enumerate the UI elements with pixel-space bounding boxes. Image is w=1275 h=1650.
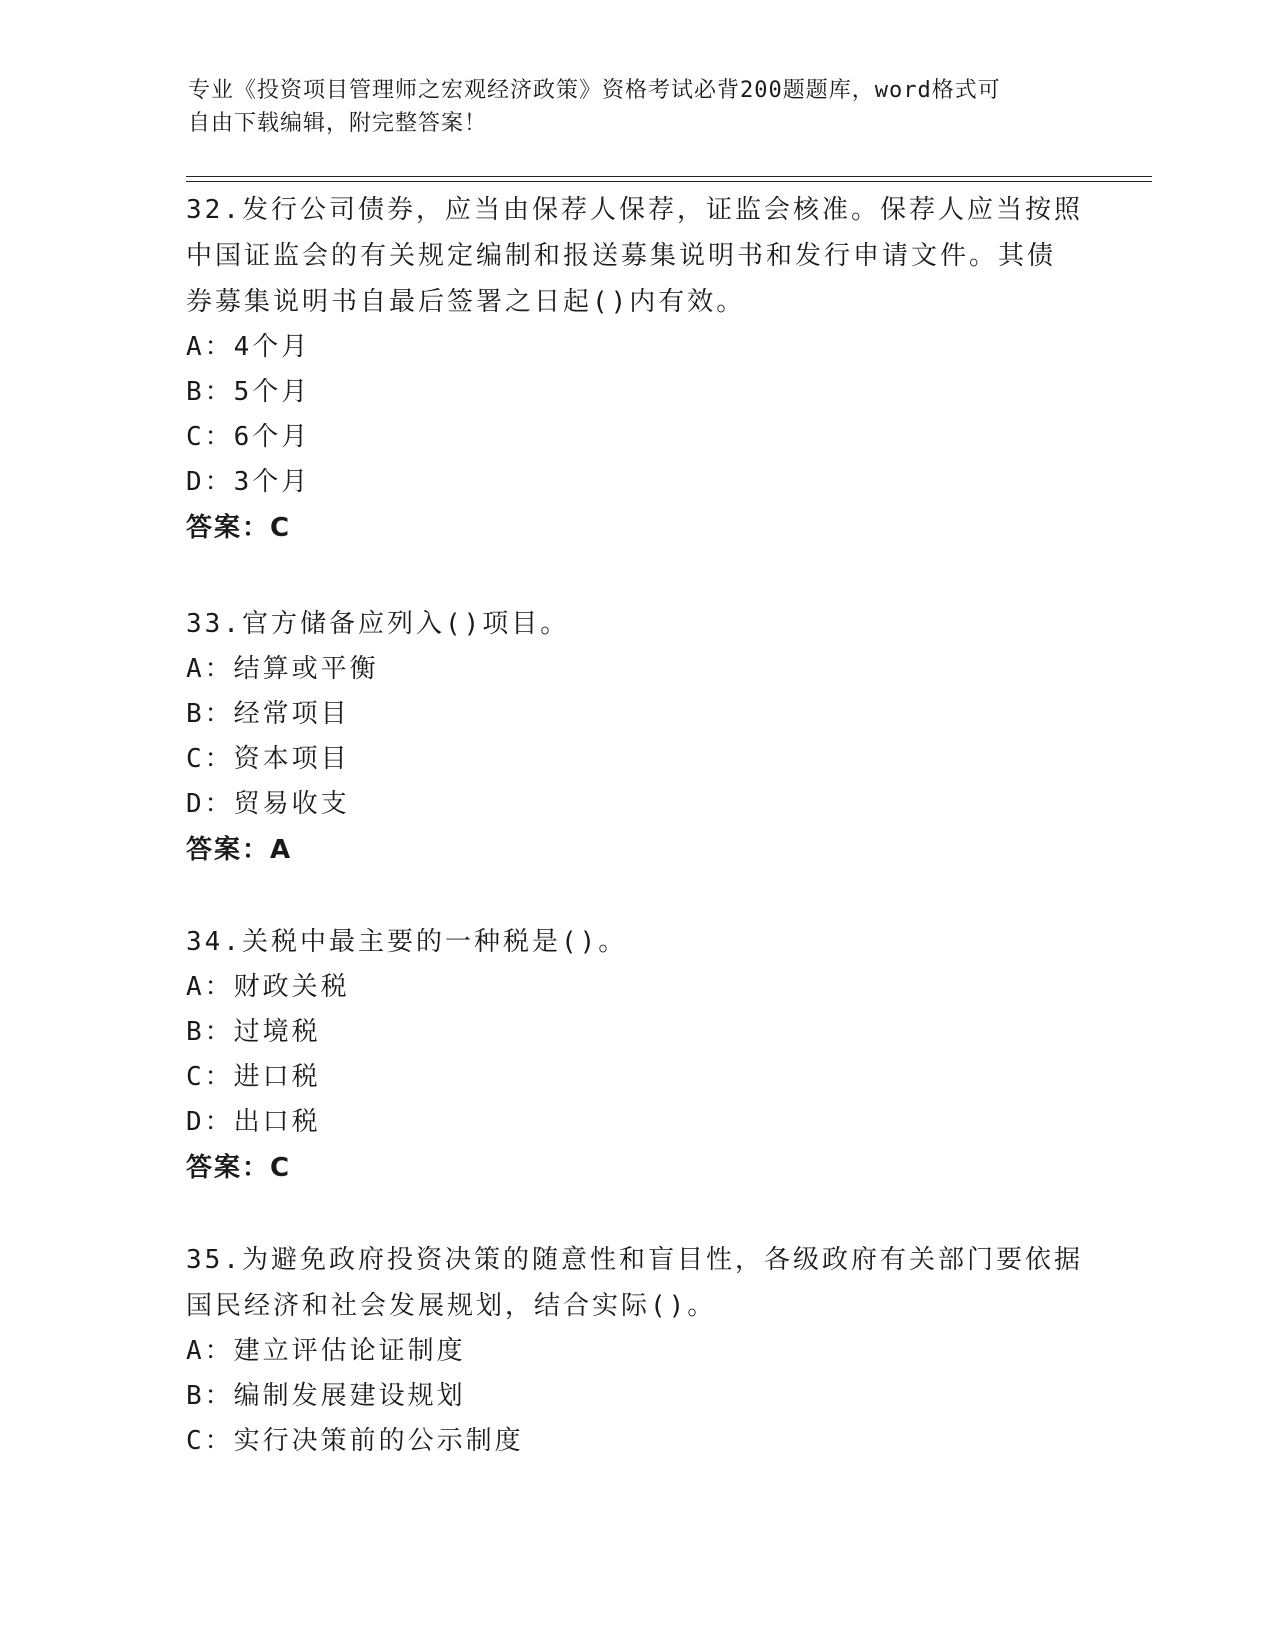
question-32 (186, 187, 1086, 551)
option-d: D：出口税 (186, 1107, 321, 1137)
header-line-2: 自由下载编辑，附完整答案！ (188, 111, 488, 136)
question-stem-line: 35.为避免政府投资决策的随意性和盲目性，各级政府有关部门要依据 (186, 1245, 1083, 1275)
header-divider-top (186, 176, 1152, 177)
option-c: C：进口税 (186, 1062, 321, 1092)
option-a: A：结算或平衡 (186, 654, 379, 684)
question-stem-line: 34.关税中最主要的一种税是()。 (186, 927, 628, 957)
document-header (188, 74, 1068, 140)
header-divider-bottom (186, 181, 1152, 182)
answer-text: 答案：C (186, 1153, 292, 1183)
question-stem-line: 33.官方储备应列入()项目。 (186, 609, 570, 639)
option-b: B：5个月 (186, 377, 311, 407)
option-d: D：3个月 (186, 467, 311, 497)
option-c: C：实行决策前的公示制度 (186, 1426, 524, 1456)
option-a: A：财政关税 (186, 972, 350, 1002)
option-c: C：6个月 (186, 422, 311, 452)
question-stem-line: 中国证监会的有关规定编制和报送募集说明书和发行申请文件。其债 (186, 241, 1057, 271)
option-b: B：过境税 (186, 1017, 321, 1047)
header-line-1: 专业《投资项目管理师之宏观经济政策》资格考试必背200题题库，word格式可 (188, 78, 1001, 103)
option-b: B：经常项目 (186, 699, 350, 729)
answer-text: 答案：C (186, 513, 292, 543)
question-stem-line: 国民经济和社会发展规划，结合实际()。 (186, 1291, 717, 1321)
option-c: C：资本项目 (186, 744, 350, 774)
question-35 (186, 1237, 1086, 1464)
question-34 (186, 919, 1086, 1191)
question-stem-line: 券募集说明书自最后签署之日起()内有效。 (186, 287, 746, 317)
option-b: B：编制发展建设规划 (186, 1381, 466, 1411)
question-33 (186, 601, 1086, 873)
question-stem-line: 32.发行公司债券，应当由保荐人保荐，证监会核准。保荐人应当按照 (186, 195, 1083, 225)
option-d: D：贸易收支 (186, 789, 350, 819)
answer-text: 答案：A (186, 835, 293, 865)
option-a: A：4个月 (186, 332, 311, 362)
option-a: A：建立评估论证制度 (186, 1336, 466, 1366)
